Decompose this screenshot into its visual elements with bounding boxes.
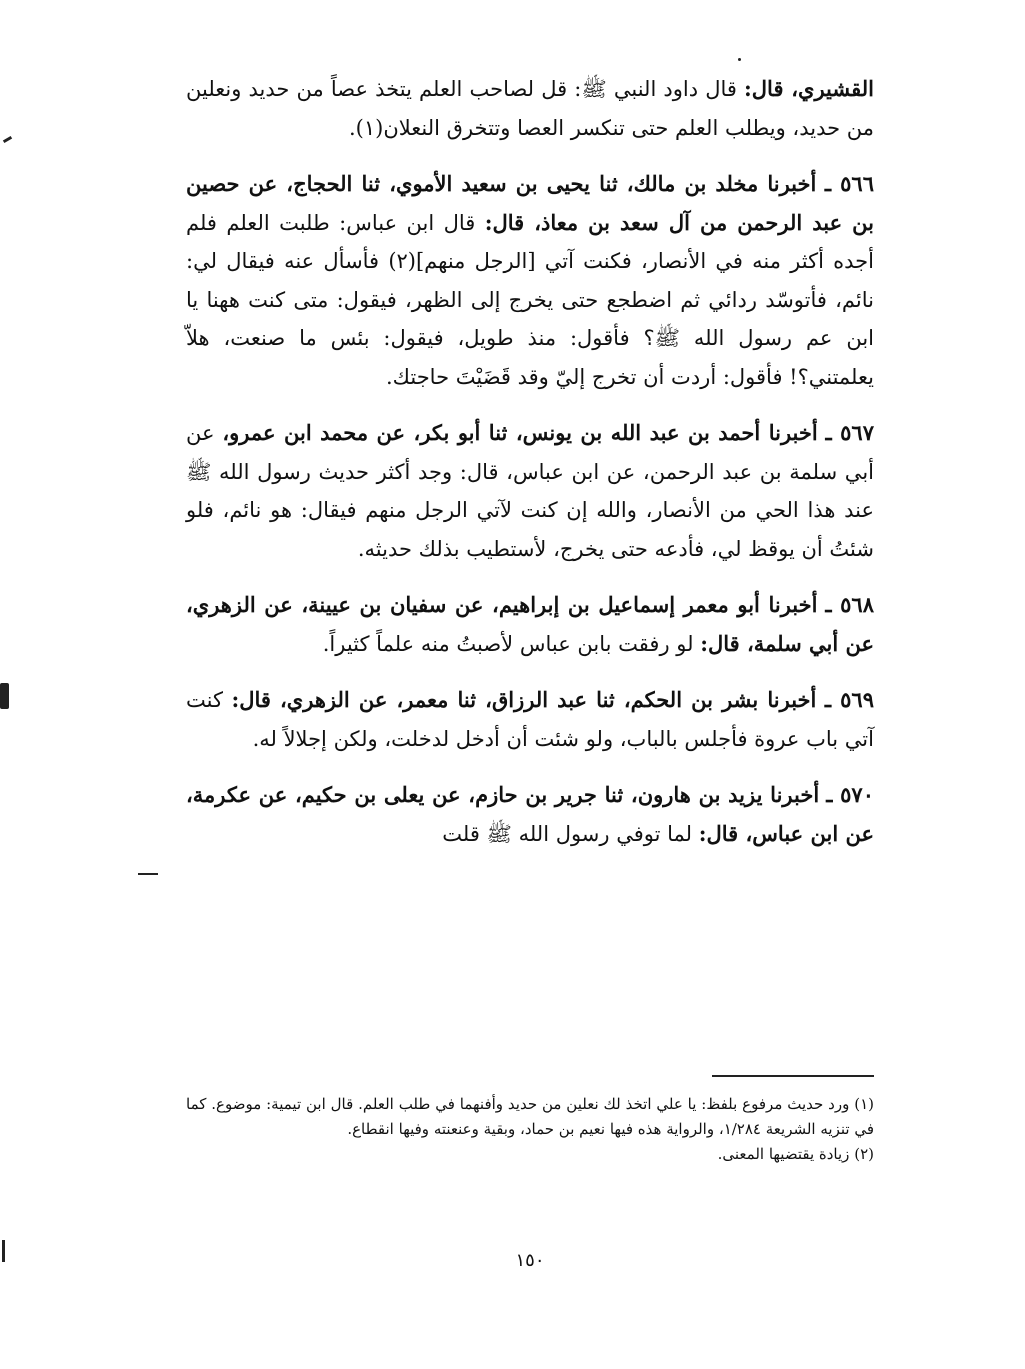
paragraph-lead: أخبرنا بشر بن الحكم، ثنا عبد الرزاق، ثنا معمر، عن الزهري، قال: [231,687,817,712]
paragraph-text: لو رفقت بابن عباس لأصبتُ منه علماً كثيراً. [322,631,701,656]
paragraph-text: قال ابن عباس: طلبت العلم فلم أجده أكثر منه في الأنصار، فكنت آتي [الرجل منهم](٢) فأسأل عنه فيقال لي: نائم، فأتوسّد ردائي ثم اضطجع حتى يخرج إلى الظهر، فيقول: متى كنت ههنا يا ابن عم رسول الله ﷺ؟ فأقول: منذ طويل، فيقول: بئس ما صنعت، هلاّ يعلمتني؟! فأقول: أردت أن تخرج إليّ وقد قَضَيْتَ حاجتك. [186,210,875,389]
footnote-marker: (١) [854,1095,874,1113]
footnotes [186,1092,874,1167]
paragraph-lead: أخبرنا أبو معمر إسماعيل بن إبراهيم، عن سفيان بن عيينة، عن الزهري، عن أبي سلمة، قال: [186,592,874,656]
paragraph-number: ٥٦٩ ـ [824,687,874,712]
footnote-text: ورد حديث مرفوع بلفظ: يا علي اتخذ لك نعلين من حديد وأفنهما في طلب العلم. قال ابن تيمية: موضوع. كما في تنزيه الشريعة ١/٢٨٤، والرواية هذه فيها نعيم بن حماد، وبقية وعنعنته وفيها انقطاع. [186,1095,874,1138]
scan-mark-middle [0,683,9,709]
paragraph-number: ٥٦٧ ـ [825,420,874,445]
footnote-text: زيادة يقتضيها المعنى. [717,1145,850,1163]
scan-mark-bottom [2,1240,5,1262]
scan-mark-top [3,136,12,143]
paragraph-number: ٥٧٠ ـ [826,782,874,807]
paragraph-text: قال داود النبي ﷺ: قل لصاحب العلم يتخذ عصاً من حديد ونعلين من حديد، ويطلب العلم حتى تنكسر العصا وتتخرق النعلان(١). [186,77,874,140]
paragraph-lead: أخبرنا يزيد بن هارون، ثنا جرير بن حازم، عن يعلى بن حكيم، عن عكرمة، عن ابن عباس، قال: [186,782,874,846]
paragraph-lead: أخبرنا أحمد بن عبد الله بن يونس، ثنا أبو بكر، عن محمد ابن عمرو، [222,420,818,445]
paragraph-lead: القشيري، قال: [744,76,874,101]
footnote-1 [186,1092,874,1142]
paragraph-lead: أخبرنا مخلد بن مالك، ثنا يحيى بن سعيد الأموي، ثنا الحجاج، عن حصين بن عبد الرحمن من آل سعد بن معاذ، قال: [186,171,874,235]
footnote-marker: (٢) [854,1145,874,1163]
hadith-566 [186,165,874,396]
paragraph-text: عن أبي سلمة بن عبد الرحمن، عن ابن عباس، قال: وجد أكثر حديث رسول الله ﷺ عند هذا الحي من الأنصار، والله إن كنت لآتي الرجل منهم فيقال: هو نائم، فلو شئتُ أن يوقظ لي، فأدعه حتى يخرج، لأستطيب بذلك حديثه. [186,421,874,561]
paragraph-intro [186,70,874,147]
footnote-2 [186,1142,874,1167]
page-body [186,70,874,871]
hadith-569 [186,681,874,758]
page-number: ١٥٠ [515,1250,545,1271]
hadith-568 [186,586,874,663]
paragraph-text: كنت آتي باب عروة فأجلس بالباب، ولو شئت أن أدخل لدخلت، ولكن إجلالاً له. [186,688,874,751]
hadith-570 [186,776,874,853]
paragraph-number: ٥٦٨ ـ [825,592,874,617]
scan-mark-line [138,873,158,875]
paragraph-number: ٥٦٦ ـ [824,171,874,196]
footnote-divider [712,1075,874,1077]
scan-dot [738,58,741,61]
paragraph-text: لما توفي رسول الله ﷺ قلت [442,821,699,846]
hadith-567 [186,414,874,568]
